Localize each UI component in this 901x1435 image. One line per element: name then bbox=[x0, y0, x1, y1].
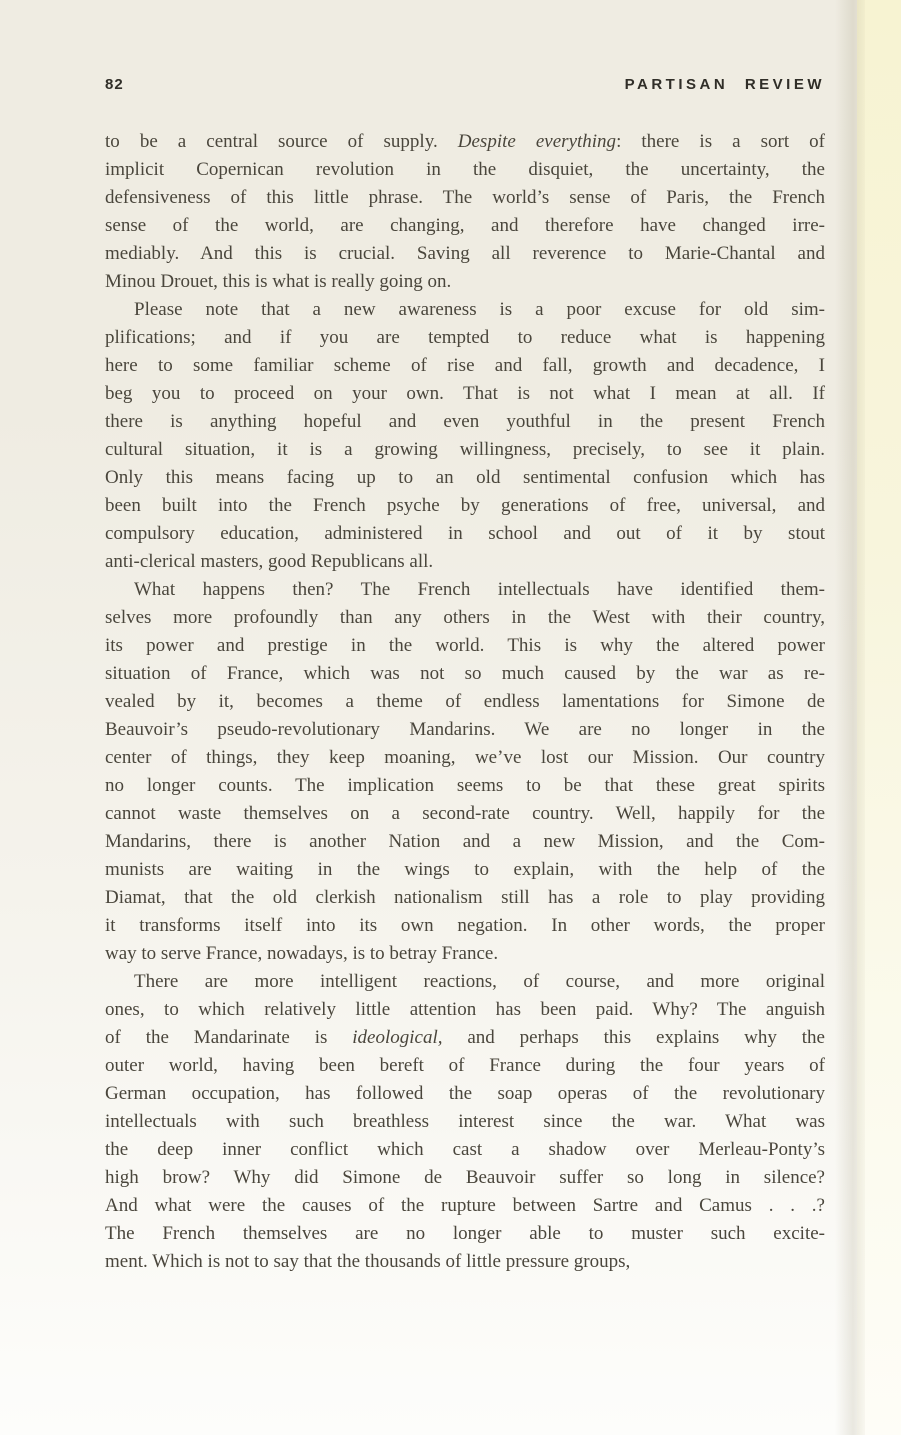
text-line: to be a central source of supply. Despite everything: there is a sort of bbox=[105, 131, 825, 152]
text-line: of the Mandarinate is ideological, and perhaps this explains why the bbox=[105, 1027, 825, 1048]
text-line: vealed by it, becomes a theme of endless lamentations for Simone de bbox=[105, 691, 825, 712]
text-line: center of things, they keep moaning, we’ve lost our Mission. Our country bbox=[105, 747, 825, 768]
text-line: There are more intelligent reactions, of course, and more original bbox=[134, 971, 825, 992]
text-line: munists are waiting in the wings to explain, with the help of the bbox=[105, 859, 825, 880]
journal-title: PARTISAN REVIEW bbox=[624, 76, 825, 93]
text-line: cultural situation, it is a growing willingness, precisely, to see it plain. bbox=[105, 439, 825, 460]
text-line: Minou Drouet, this is what is really going on. bbox=[105, 271, 452, 292]
text-line: Please note that a new awareness is a poor excuse for old sim- bbox=[134, 299, 825, 320]
text-block bbox=[105, 128, 825, 1276]
text-line: And what were the causes of the rupture between Sartre and Camus . . .? bbox=[105, 1195, 825, 1216]
text-line: ones, to which relatively little attention has been paid. Why? The anguish bbox=[105, 999, 825, 1020]
text-line: mediably. And this is crucial. Saving all reverence to Marie-Chantal and bbox=[105, 243, 825, 264]
text-line: plifications; and if you are tempted to reduce what is happening bbox=[105, 327, 825, 348]
page-header bbox=[105, 76, 825, 93]
paragraph bbox=[105, 576, 825, 968]
text-line: Only this means facing up to an old sentimental confusion which has bbox=[105, 467, 825, 488]
text-line: defensiveness of this little phrase. The world’s sense of Paris, the French bbox=[105, 187, 825, 208]
text-line: What happens then? The French intellectuals have identified them- bbox=[134, 579, 825, 600]
text-line: sense of the world, are changing, and therefore have changed irre- bbox=[105, 215, 825, 236]
text-line: cannot waste themselves on a second-rate country. Well, happily for the bbox=[105, 803, 825, 824]
text-line: it transforms itself into its own negation. In other words, the proper bbox=[105, 915, 825, 936]
text-line: beg you to proceed on your own. That is not what I mean at all. If bbox=[105, 383, 825, 404]
text-line: its power and prestige in the world. This is why the altered power bbox=[105, 635, 825, 656]
text-line: The French themselves are no longer able to muster such excite- bbox=[105, 1223, 825, 1244]
text-line: selves more profoundly than any others in the West with their country, bbox=[105, 607, 825, 628]
text-line: been built into the French psyche by generations of free, universal, and bbox=[105, 495, 825, 516]
text-line: Mandarins, there is another Nation and a new Mission, and the Com- bbox=[105, 831, 825, 852]
page-number: 82 bbox=[105, 76, 124, 93]
text-line: implicit Copernican revolution in the disquiet, the uncertainty, the bbox=[105, 159, 825, 180]
page-edge-shadow bbox=[835, 0, 865, 1435]
text-line: outer world, having been bereft of France during the four years of bbox=[105, 1055, 825, 1076]
text-line: high brow? Why did Simone de Beauvoir suffer so long in silence? bbox=[105, 1167, 825, 1188]
text-line: there is anything hopeful and even youthful in the present French bbox=[105, 411, 825, 432]
paragraph bbox=[105, 128, 825, 296]
text-line: situation of France, which was not so much caused by the war as re- bbox=[105, 663, 825, 684]
text-line: no longer counts. The implication seems to be that these great spirits bbox=[105, 775, 825, 796]
text-line: intellectuals with such breathless interest since the war. What was bbox=[105, 1111, 825, 1132]
text-line: Beauvoir’s pseudo-revolutionary Mandarins. We are no longer in the bbox=[105, 719, 825, 740]
text-line: German occupation, has followed the soap operas of the revolutionary bbox=[105, 1083, 825, 1104]
text-line: way to serve France, nowadays, is to betray France. bbox=[105, 943, 499, 964]
paragraph bbox=[105, 296, 825, 576]
paragraph bbox=[105, 968, 825, 1276]
text-line: the deep inner conflict which cast a shadow over Merleau-Ponty’s bbox=[105, 1139, 825, 1160]
text-line: here to some familiar scheme of rise and fall, growth and decadence, I bbox=[105, 355, 825, 376]
text-line: Diamat, that the old clerkish nationalism still has a role to play providing bbox=[105, 887, 825, 908]
text-line: compulsory education, administered in school and out of it by stout bbox=[105, 523, 825, 544]
text-line: anti-clerical masters, good Republicans all. bbox=[105, 551, 434, 572]
text-line: ment. Which is not to say that the thousands of little pressure groups, bbox=[105, 1251, 631, 1272]
